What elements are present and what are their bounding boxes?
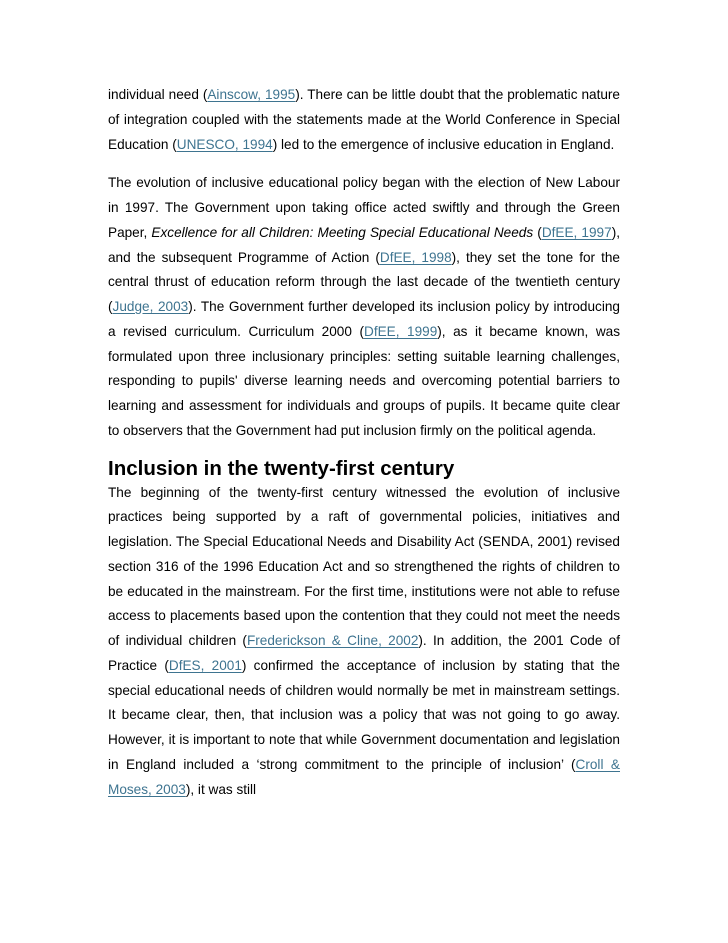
citation-unesco-1994[interactable]: UNESCO, 1994 (176, 136, 273, 152)
paragraph-3 (108, 481, 620, 803)
text-run: ) led to the emergence of inclusive education in England. (272, 136, 615, 152)
text-run: The evolution of inclusive educational policy began with the election of New Labour in 1997. The Government upon taking office acted swiftly and through the Green Paper, (108, 175, 620, 240)
text-run: ), as it became known, was formulated upon three inclusionary principles: setting suitable learning challenges, responding to pupils' diverse learning needs and overcoming potential barriers to learning and assessment for individuals and groups of pupils. It became quite clear to observers that the Government had put inclusion firmly on the political agenda. (108, 323, 621, 438)
citation-dfee-1998[interactable]: DfEE, 1998 (379, 249, 452, 265)
text-run: ). In addition, the 2001 Code of Practice ( (108, 633, 620, 673)
text-run: The beginning of the twenty-first century witnessed the evolution of inclusive practices being supported by a raft of governmental policies, initiatives and legislation. The Special Educational Needs and Disability Act (SENDA, 2001) revised section 316 of the 1996 Education Act and so strengthened the rights of children to be educated in the mainstream. For the first time, institutions were not able to refuse access to placements based upon the contention that they could not meet the needs of individual children ( (108, 484, 620, 648)
citation-ainscow-1995[interactable]: Ainscow, 1995 (207, 87, 296, 102)
citation-dfee-1997[interactable]: DfEE, 1997 (541, 224, 612, 240)
paragraph-1 (108, 83, 620, 157)
citation-frederickson-cline-2002[interactable]: Frederickson & Cline, 2002 (246, 633, 419, 648)
citation-dfes-2001[interactable]: DfES, 2001 (168, 657, 242, 673)
green-paper-title: Excellence for all Children: Meeting Special Educational Needs (151, 224, 534, 240)
citation-dfee-1999[interactable]: DfEE, 1999 (364, 323, 438, 339)
section-heading: Inclusion in the twenty-first century (108, 456, 455, 480)
text-run: ) confirmed the acceptance of inclusion by stating that the special educational needs of children would normally be met in mainstream settings. It became clear, then, that inclusion was a policy that was not going to go away. However, it is important to note that while Government documentation and legislation in England included a ‘strong commitment to the principle of inclusion’ ( (108, 657, 620, 772)
text-run: ). The Government further developed its inclusion policy by introducing a revised curriculum. Curriculum 2000 ( (108, 299, 620, 339)
text-run: ). There can be little doubt that the problematic nature of integration coupled with the statements made at the World Conference in Special Education ( (108, 87, 620, 152)
text-run: ), and the subsequent Programme of Action ( (108, 224, 620, 265)
paragraph-2 (108, 171, 620, 443)
citation-judge-2003[interactable]: Judge, 2003 (112, 299, 189, 314)
text-run: individual need ( (108, 87, 208, 102)
text-run: ), it was still (185, 781, 257, 797)
text-run: ( (533, 224, 542, 240)
text-run: ), they set the tone for the central thrust of education reform through the last decade of the twentieth century ( (108, 249, 620, 314)
citation-croll-moses-2003[interactable]: Croll & Moses, 2003 (108, 756, 620, 797)
